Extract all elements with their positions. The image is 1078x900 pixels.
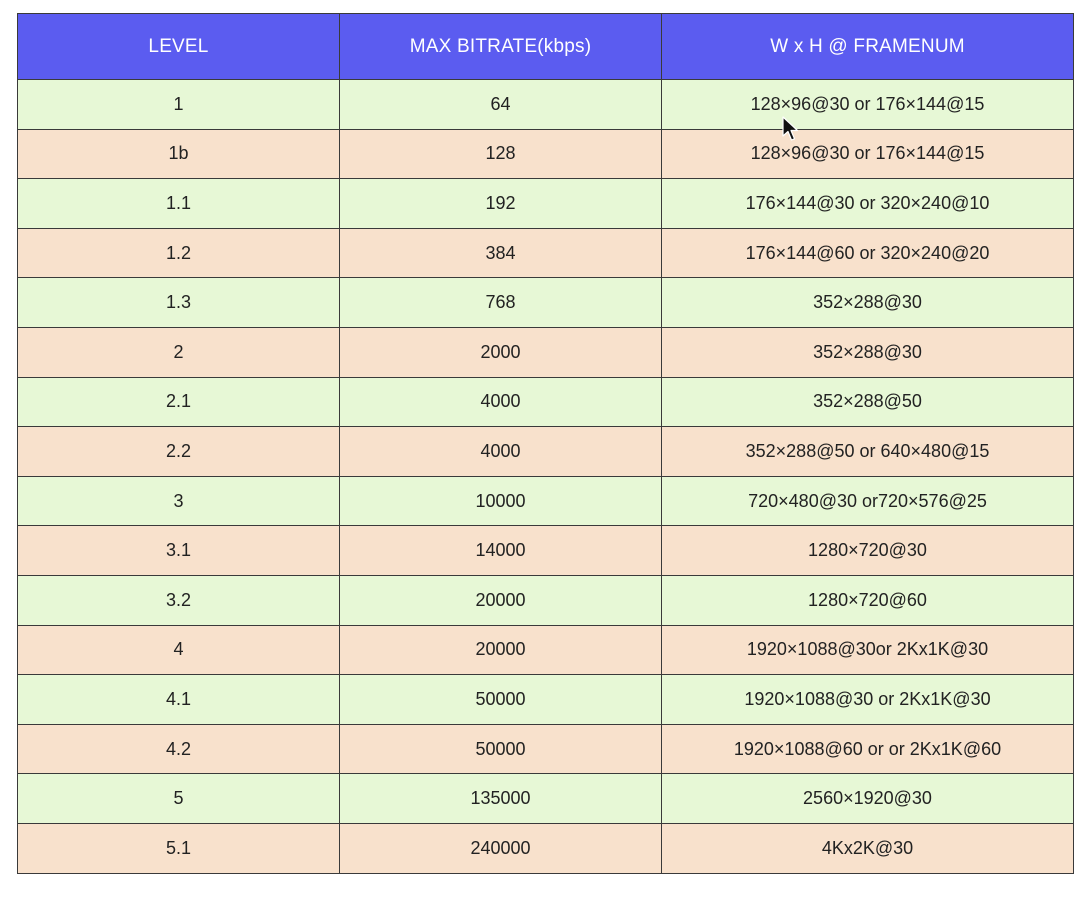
cell-max-bitrate: 20000: [340, 625, 662, 675]
table-row: [18, 675, 1074, 725]
table-row: [18, 377, 1074, 427]
table-row: [18, 129, 1074, 179]
table-row: [18, 228, 1074, 278]
cell-level: 1.3: [18, 278, 340, 328]
cell-level: 5.1: [18, 823, 340, 873]
cell-resolution: 1280×720@60: [662, 575, 1074, 625]
cell-level: 1b: [18, 129, 340, 179]
cell-resolution: 128×96@30 or 176×144@15: [662, 80, 1074, 130]
cell-level: 4.2: [18, 724, 340, 774]
cell-resolution: 352×288@50 or 640×480@15: [662, 427, 1074, 477]
table-row: [18, 327, 1074, 377]
cell-resolution: 1920×1088@30or 2Kx1K@30: [662, 625, 1074, 675]
cell-resolution: 352×288@50: [662, 377, 1074, 427]
cell-max-bitrate: 64: [340, 80, 662, 130]
cell-max-bitrate: 240000: [340, 823, 662, 873]
cell-level: 3.1: [18, 526, 340, 576]
cell-level: 1.1: [18, 179, 340, 229]
header-max-bitrate: MAX BITRATE(kbps): [340, 14, 662, 80]
cell-resolution: 2560×1920@30: [662, 774, 1074, 824]
cell-max-bitrate: 128: [340, 129, 662, 179]
table-header-row: [18, 14, 1074, 80]
cell-resolution: 1920×1088@60 or or 2Kx1K@60: [662, 724, 1074, 774]
cell-max-bitrate: 20000: [340, 575, 662, 625]
cell-resolution: 176×144@60 or 320×240@20: [662, 228, 1074, 278]
cell-max-bitrate: 4000: [340, 427, 662, 477]
cell-max-bitrate: 50000: [340, 724, 662, 774]
cell-resolution: 4Kx2K@30: [662, 823, 1074, 873]
cell-resolution: 1920×1088@30 or 2Kx1K@30: [662, 675, 1074, 725]
cell-level: 1.2: [18, 228, 340, 278]
cell-level: 5: [18, 774, 340, 824]
cell-resolution: 128×96@30 or 176×144@15: [662, 129, 1074, 179]
table-row: [18, 823, 1074, 873]
table-row: [18, 427, 1074, 477]
table-row: [18, 625, 1074, 675]
table-row: [18, 179, 1074, 229]
cell-max-bitrate: 14000: [340, 526, 662, 576]
cell-resolution: 352×288@30: [662, 278, 1074, 328]
cell-max-bitrate: 10000: [340, 476, 662, 526]
cell-max-bitrate: 2000: [340, 327, 662, 377]
h264-levels-table-container: [17, 13, 1073, 874]
header-resolution-framerate: W x H @ FRAMENUM: [662, 14, 1074, 80]
cell-resolution: 720×480@30 or720×576@25: [662, 476, 1074, 526]
cell-level: 3.2: [18, 575, 340, 625]
cell-resolution: 352×288@30: [662, 327, 1074, 377]
cell-max-bitrate: 768: [340, 278, 662, 328]
cell-level: 3: [18, 476, 340, 526]
cell-max-bitrate: 192: [340, 179, 662, 229]
cell-level: 4.1: [18, 675, 340, 725]
cell-level: 2.2: [18, 427, 340, 477]
header-level: LEVEL: [18, 14, 340, 80]
cell-max-bitrate: 50000: [340, 675, 662, 725]
cell-max-bitrate: 135000: [340, 774, 662, 824]
table-row: [18, 526, 1074, 576]
table-row: [18, 724, 1074, 774]
cell-max-bitrate: 4000: [340, 377, 662, 427]
cell-level: 1: [18, 80, 340, 130]
table-row: [18, 476, 1074, 526]
table-row: [18, 575, 1074, 625]
cell-max-bitrate: 384: [340, 228, 662, 278]
cell-level: 2: [18, 327, 340, 377]
cell-resolution: 176×144@30 or 320×240@10: [662, 179, 1074, 229]
table-row: [18, 278, 1074, 328]
cell-resolution: 1280×720@30: [662, 526, 1074, 576]
h264-levels-table: [17, 13, 1074, 874]
table-row: [18, 80, 1074, 130]
cell-level: 2.1: [18, 377, 340, 427]
cell-level: 4: [18, 625, 340, 675]
table-row: [18, 774, 1074, 824]
